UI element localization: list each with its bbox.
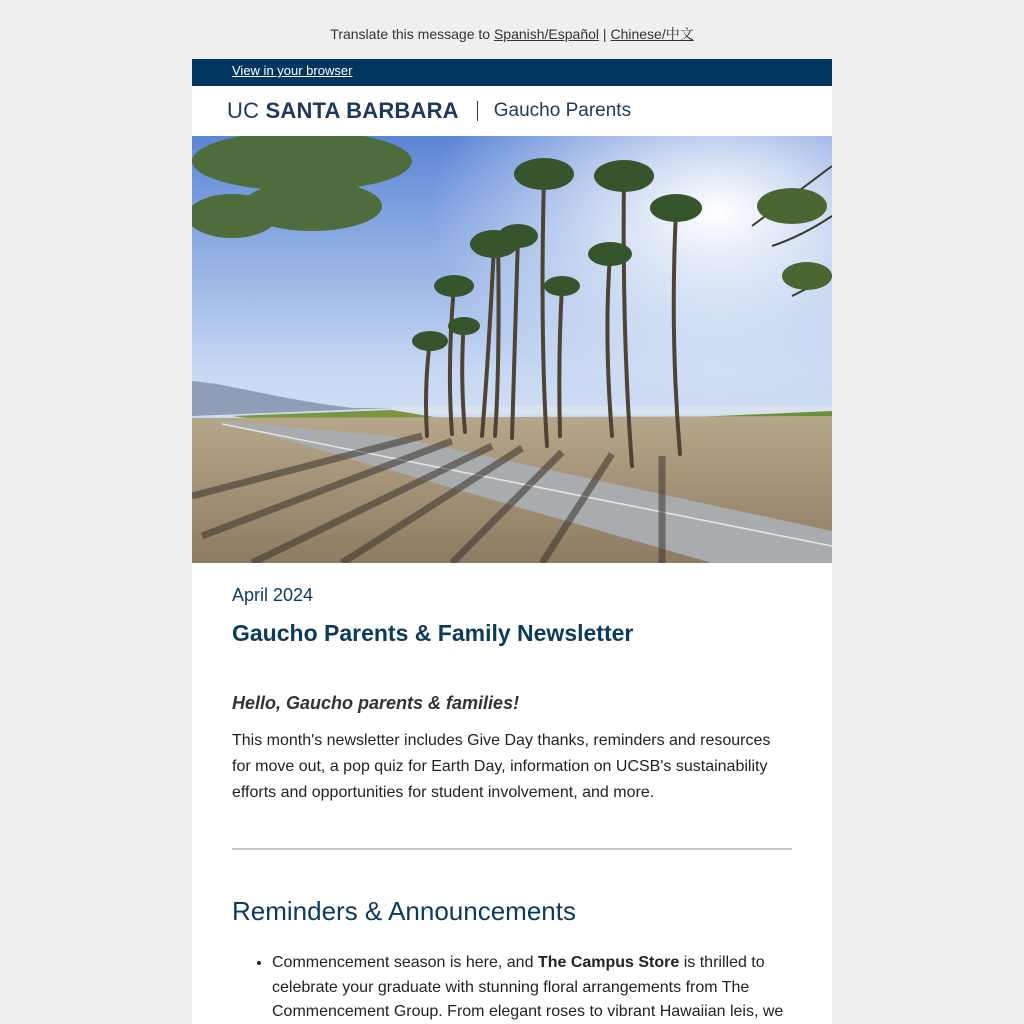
translate-separator: |: [602, 26, 607, 42]
brand-header: [192, 86, 832, 136]
item1-text-after: is thrilled to celebrate your graduate with stunning floral arrangements from The Commencement Group. From elegant roses to vibrant Hawaiian leis, we: [272, 954, 784, 1020]
intro-paragraph: This month's newsletter includes Give Day thanks, reminders and resources for move out, a pop quiz for Earth Day, information on UCSB's sustainability efforts and opportunities for student involvement, and more.: [232, 732, 771, 801]
reminders-list: [232, 951, 792, 1024]
view-in-browser-link[interactable]: View in your browser: [232, 63, 353, 78]
greeting: Hello, Gaucho parents & families!: [232, 693, 520, 713]
campus-store-link[interactable]: The Campus Store: [537, 954, 680, 971]
newsletter-content: [192, 563, 832, 1024]
translate-bar: [0, 0, 1024, 59]
logo-uc: UC: [227, 98, 260, 123]
section-divider: [232, 848, 792, 850]
hero-image: [192, 136, 832, 563]
ucsb-logo[interactable]: [227, 98, 459, 124]
email-container: [192, 59, 832, 1024]
item1-text-before: Commencement season is here, and: [272, 954, 538, 971]
logo-santa-barbara: SANTA BARBARA: [265, 98, 459, 123]
top-strip: [192, 59, 832, 86]
reminders-heading: Reminders & Announcements: [232, 896, 576, 926]
logo-gaucho-parents: Gaucho Parents: [493, 100, 632, 121]
list-item: [272, 951, 792, 1024]
logo-divider: [477, 101, 478, 121]
issue-date: April 2024: [232, 585, 314, 605]
spanish-link[interactable]: Spanish/Español: [493, 26, 600, 42]
translate-prefix: Translate this message to: [330, 26, 491, 42]
newsletter-title: Gaucho Parents & Family Newsletter: [232, 620, 634, 646]
chinese-link[interactable]: Chinese/中文: [610, 26, 694, 42]
